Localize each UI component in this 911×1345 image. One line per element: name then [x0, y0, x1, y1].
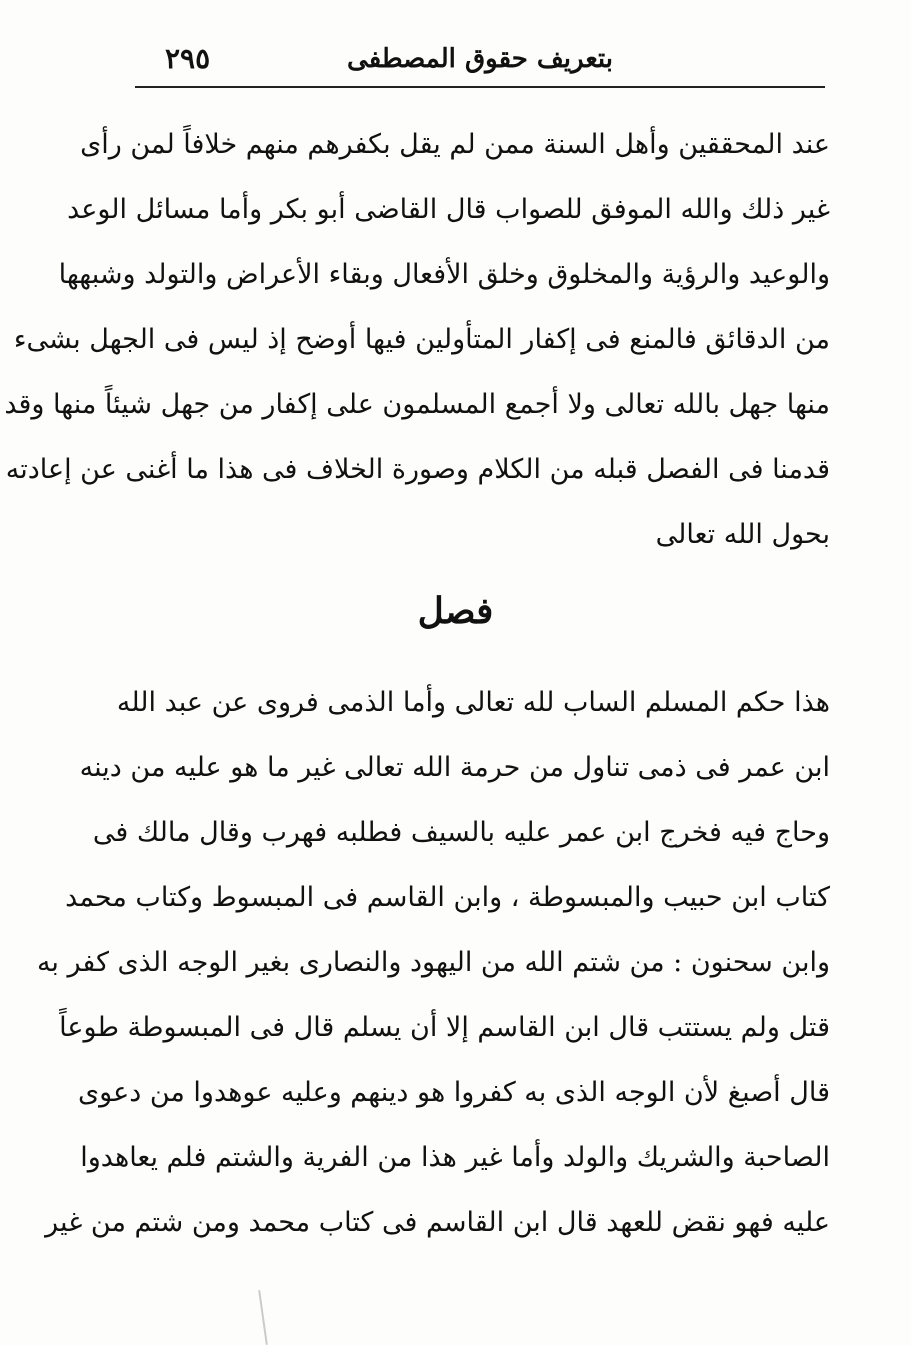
text-line: منها جهل بالله تعالى ولا أجمع المسلمون على إكفار من جهل شيئاً منها وقد [4, 389, 830, 420]
text-line: عليه فهو نقض للعهد قال ابن القاسم فى كتاب محمد ومن شتم من غير [45, 1207, 830, 1238]
text-line: عند المحققين وأهل السنة ممن لم يقل بكفرهم منهم خلافاً لمن رأى [80, 129, 830, 160]
text-line: قال أصبغ لأن الوجه الذى به كفروا هو دينهم وعليه عوهدوا من دعوى [78, 1077, 830, 1108]
text-line: بحول الله تعالى [655, 519, 830, 550]
page-header [135, 40, 825, 86]
text-line: قتل ولم يستتب قال ابن القاسم إلا أن يسلم قال فى المبسوطة طوعاً [59, 1012, 830, 1043]
text-line: ابن عمر فى ذمى تناول من حرمة الله تعالى غير ما هو عليه من دينه [79, 752, 830, 783]
scan-artifact-line [258, 1290, 268, 1345]
paragraph-2 [36, 670, 830, 1255]
text-line: قدمنا فى الفصل قبله من الكلام وصورة الخلاف فى هذا ما أغنى عن إعادته [5, 454, 830, 485]
text-line: والوعيد والرؤية والمخلوق وخلق الأفعال وبقاء الأعراض والتولد وشبهها [58, 259, 830, 290]
text-line: غير ذلك والله الموفق للصواب قال القاضى أبو بكر وأما مسائل الوعد [67, 194, 830, 225]
running-title: بتعريف حقوق المصطفى [347, 44, 613, 74]
paragraph-1 [4, 112, 830, 567]
text-line: كتاب ابن حبيب والمبسوطة ، وابن القاسم فى المبسوط وكتاب محمد [65, 882, 830, 913]
text-line: وحاج فيه فخرج ابن عمر عليه بالسيف فطلبه فهرب وقال مالك فى [92, 817, 830, 848]
page-number: ٢٩٥ [165, 42, 211, 75]
header-rule [135, 86, 825, 88]
text-line: الصاحبة والشريك والولد وأما غير هذا من الفرية والشتم فلم يعاهدوا [80, 1142, 830, 1173]
text-line: من الدقائق فالمنع فى إكفار المتأولين فيها أوضح إذ ليس فى الجهل بشىء [13, 324, 830, 355]
section-heading: فصل [417, 590, 494, 632]
text-line: وابن سحنون : من شتم الله من اليهود والنصارى بغير الوجه الذى كفر به [36, 947, 830, 978]
text-line: هذا حكم المسلم الساب لله تعالى وأما الذمى فروى عن عبد الله [116, 687, 830, 718]
